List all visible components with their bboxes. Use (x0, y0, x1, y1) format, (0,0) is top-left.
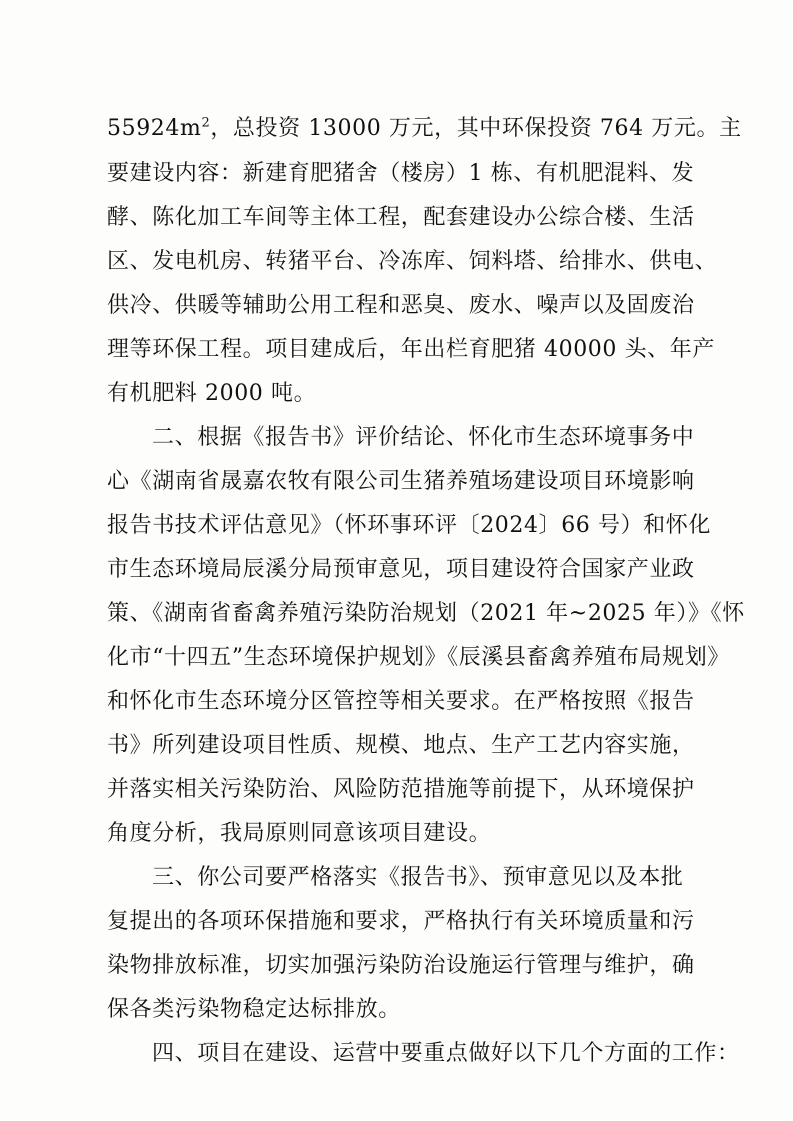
text-line-5: 供冷、供暖等辅助公用工程和恶臭、废水、噪声以及固废治 (107, 293, 695, 318)
text-line-20: 染物排放标准，切实加强污染防治设施运行管理与维护，确 (107, 953, 695, 978)
text-line-13: 化市“十四五”生态环境保护规划》《辰溪县畜禽养殖布局规划》 (107, 645, 730, 670)
text-line-4: 区、发电机房、转猪平台、冷冻库、饲料塔、给排水、供电、 (107, 249, 718, 274)
text-line-21: 保各类污染物稳定达标排放。 (107, 997, 401, 1022)
text-line-12: 策、《湖南省畜禽养殖污染防治规划（2021 年~2025 年）》《怀 (107, 601, 745, 626)
text-line-16: 并落实相关污染防治、风险防范措施等前提下，从环境保护 (107, 777, 695, 802)
text-line-11: 市生态环境局辰溪分局预审意见，项目建设符合国家产业政 (107, 557, 695, 582)
investment-text: ，总投资 13000 万元，其中环保投资 764 万元。主 (210, 116, 742, 141)
text-line-14: 和怀化市生态环境分区管控等相关要求。在严格按照《报告 (107, 689, 695, 714)
area-unit-superscript: 2 (201, 115, 211, 131)
area-value: 55924m (107, 116, 202, 141)
text-line-6: 理等环保工程。项目建成后，年出栏育肥猪 40000 头、年产 (107, 337, 715, 362)
paragraph-2-start: 二、根据《报告书》评价结论、怀化市生态环境事务中 (152, 425, 695, 450)
text-line-10: 报告书技术评估意见》（怀环事环评〔2024〕66 号）和怀化 (107, 513, 711, 538)
text-line-19: 复提出的各项环保措施和要求，严格执行有关环境质量和污 (107, 909, 695, 934)
text-line-7: 有机肥料 2000 吨。 (107, 381, 317, 406)
text-line-2: 要建设内容：新建育肥猪舍（楼房）1 栋、有机肥混料、发 (107, 161, 695, 186)
text-line-17: 角度分析，我局原则同意该项目建设。 (107, 821, 492, 846)
paragraph-4-start: 四、项目在建设、运营中要重点做好以下几个方面的工作： (152, 1041, 740, 1066)
text-line-9: 心《湖南省晟嘉农牧有限公司生猪养殖场建设项目环境影响 (107, 469, 695, 494)
text-line-3: 酵、陈化加工车间等主体工程，配套建设办公综合楼、生活 (107, 205, 695, 230)
text-line-1 (107, 115, 742, 143)
text-line-15: 书》所列建设项目性质、规模、地点、生产工艺内容实施， (107, 733, 695, 758)
paragraph-3-start: 三、你公司要严格落实《报告书》、预审意见以及本批 (152, 865, 684, 890)
